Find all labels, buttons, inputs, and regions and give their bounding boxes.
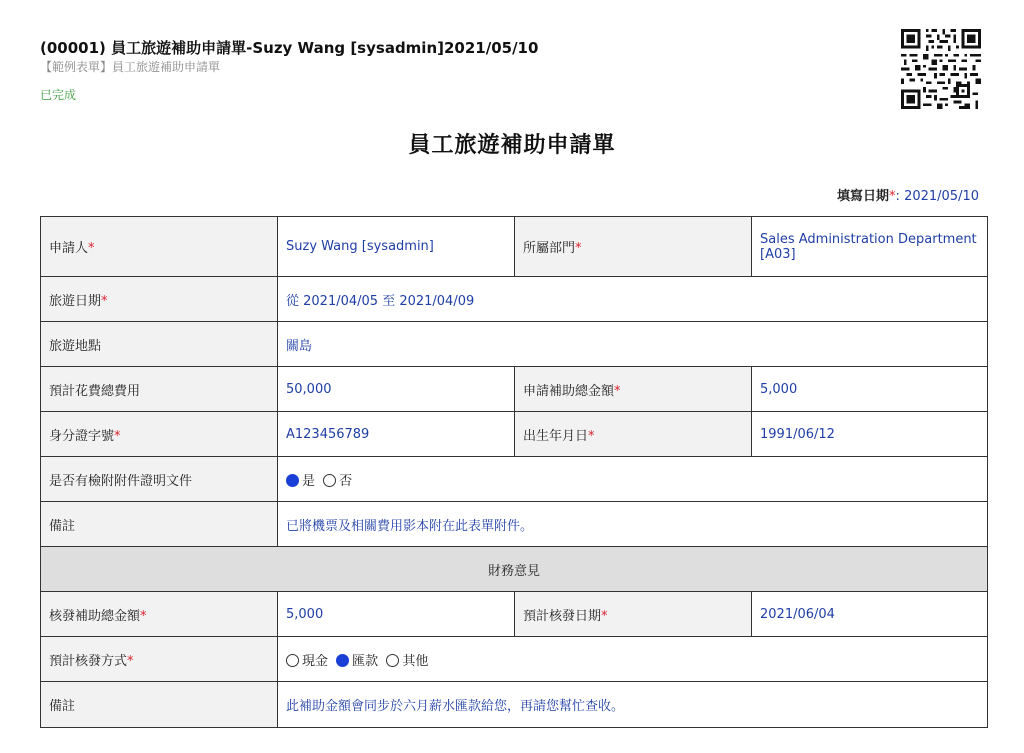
expected-date-value[interactable]: 2021/06/04 [752,592,988,637]
table-row [41,367,988,412]
form-template-name: 【範例表單】員工旅遊補助申請單 [40,60,221,74]
travel-date-label: 旅遊日期* [41,277,278,322]
method-cash-label[interactable]: 現金 [302,653,329,669]
fill-date-label: 填寫日期 [837,189,890,204]
id-number-label: 身分證字號* [41,412,278,457]
finance-remark-value[interactable]: 此補助金額會同步於六月薪水匯款給您，再請您幫忙查收。 [278,682,988,728]
required-mark: * [889,189,896,204]
birth-date-value[interactable]: 1991/06/12 [752,412,988,457]
department-label: 所屬部門* [515,217,752,277]
fill-date-value: 2021/05/10 [904,189,979,204]
qr-code-icon [901,29,981,109]
department-value[interactable]: Sales Administration Department [A03] [752,217,988,277]
remark-label: 備註 [41,502,278,547]
attachment-no-label[interactable]: 否 [339,473,353,489]
applicant-value[interactable]: Suzy Wang [sysadmin] [278,217,515,277]
attachment-no-radio[interactable] [323,474,336,487]
estimated-cost-value[interactable]: 50,000 [278,367,515,412]
remark-value[interactable]: 已將機票及相關費用影本附在此表單附件。 [278,502,988,547]
status-badge: 已完成 [40,88,77,102]
approved-amount-label: 核發補助總金額* [41,592,278,637]
form-instance-title: (00001) 員工旅遊補助申請單-Suzy Wang [sysadmin]2021/05/10 [40,39,539,57]
travel-date-value[interactable]: 從 2021/04/05 至 2021/04/09 [278,277,988,322]
application-form-table [40,216,988,728]
table-row [41,682,988,728]
table-row [41,547,988,592]
travel-place-label: 旅遊地點 [41,322,278,367]
method-transfer-radio[interactable] [336,654,349,667]
birth-date-label: 出生年月日* [515,412,752,457]
method-other-label[interactable]: 其他 [402,653,429,669]
method-cash-radio[interactable] [286,654,299,667]
table-row [41,412,988,457]
attachment-radio-group [278,457,988,502]
expected-date-label: 預計核發日期* [515,592,752,637]
fill-date-colon: : [895,189,900,204]
table-row [41,217,988,277]
table-row [41,277,988,322]
table-row [41,502,988,547]
fill-date [837,185,979,204]
table-row [41,637,988,682]
table-row [41,457,988,502]
attachment-yes-radio[interactable] [286,474,299,487]
table-row [41,322,988,367]
payment-method-label: 預計核發方式* [41,637,278,682]
finance-remark-label: 備註 [41,682,278,728]
subsidy-amount-value[interactable]: 5,000 [752,367,988,412]
table-row [41,592,988,637]
method-other-radio[interactable] [386,654,399,667]
payment-method-radio-group [278,637,988,682]
form-heading: 員工旅遊補助申請單 [408,133,616,158]
finance-section-header: 財務意見 [41,547,988,592]
attachment-yes-label[interactable]: 是 [302,473,316,489]
applicant-label: 申請人* [41,217,278,277]
id-number-value[interactable]: A123456789 [278,412,515,457]
attachment-label: 是否有檢附附件證明文件 [41,457,278,502]
subsidy-amount-label: 申請補助總金額* [515,367,752,412]
estimated-cost-label: 預計花費總費用 [41,367,278,412]
approved-amount-value[interactable]: 5,000 [278,592,515,637]
method-transfer-label[interactable]: 匯款 [352,653,379,669]
travel-place-value[interactable]: 關島 [278,322,988,367]
